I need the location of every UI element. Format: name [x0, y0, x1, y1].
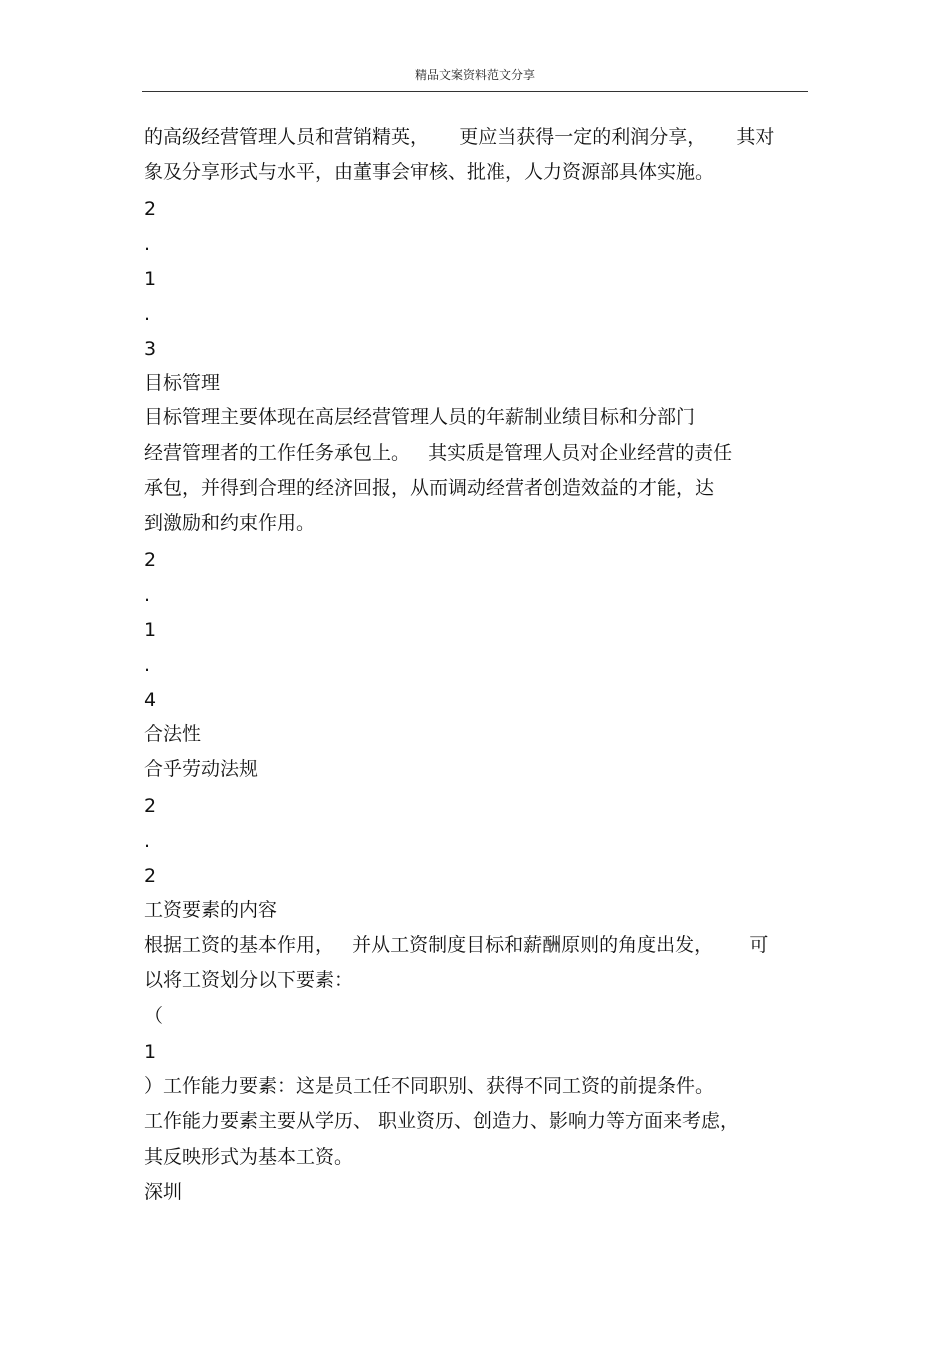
body-line: 合乎劳动法规 — [144, 758, 259, 780]
body-line: 的高级经营管理人员和营销精英， 更应当获得一定的利润分享， 其对 — [144, 126, 775, 148]
section-number-part: 2 — [144, 549, 157, 571]
section-number-part: 2 — [144, 865, 157, 887]
body-line: 其反映形式为基本工资。 — [144, 1146, 354, 1168]
body-line: ）工作能力要素：这是员工任不同职别、获得不同工资的前提条件。 — [144, 1075, 715, 1097]
body-line: 到激励和约束作用。 — [144, 512, 316, 534]
body-line: 深圳 — [144, 1181, 183, 1203]
page-header-title: 精品文案资料范文分享 — [414, 68, 535, 82]
section-number-part: . — [144, 303, 151, 325]
section-heading: 目标管理 — [144, 372, 221, 394]
section-number-part: 3 — [144, 338, 157, 360]
section-number-part: 1 — [144, 268, 157, 290]
section-number-part: 1 — [144, 619, 157, 641]
section-heading: 工资要素的内容 — [144, 899, 278, 921]
body-line: 工作能力要素主要从学历、 职业资历、创造力、影响力等方面来考虑， — [144, 1110, 740, 1132]
section-number-part: . — [144, 584, 151, 606]
section-number-part: 4 — [144, 689, 157, 711]
section-heading: 合法性 — [144, 723, 202, 745]
section-number-part: . — [144, 233, 151, 255]
section-number-part: . — [144, 654, 151, 676]
body-line: 以将工资划分以下要素： — [144, 969, 354, 991]
list-marker-part: 1 — [144, 1041, 157, 1063]
body-line: 目标管理主要体现在高层经营管理人员的年薪制业绩目标和分部门 — [144, 406, 696, 428]
body-line: 经营管理者的工作任务承包上。 其实质是管理人员对企业经营的责任 — [144, 442, 733, 464]
section-number-part: 2 — [144, 198, 157, 220]
section-number-part: 2 — [144, 795, 157, 817]
section-number-part: . — [144, 830, 151, 852]
body-line: 象及分享形式与水平，由董事会审核、批准，人力资源部具体实施。 — [144, 161, 715, 183]
header-divider — [142, 91, 808, 92]
list-marker-part: （ — [144, 1005, 164, 1027]
body-line: 根据工资的基本作用， 并从工资制度目标和薪酬原则的角度出发， 可 — [144, 934, 769, 956]
body-line: 承包，并得到合理的经济回报，从而调动经营者创造效益的才能，达 — [144, 477, 715, 499]
